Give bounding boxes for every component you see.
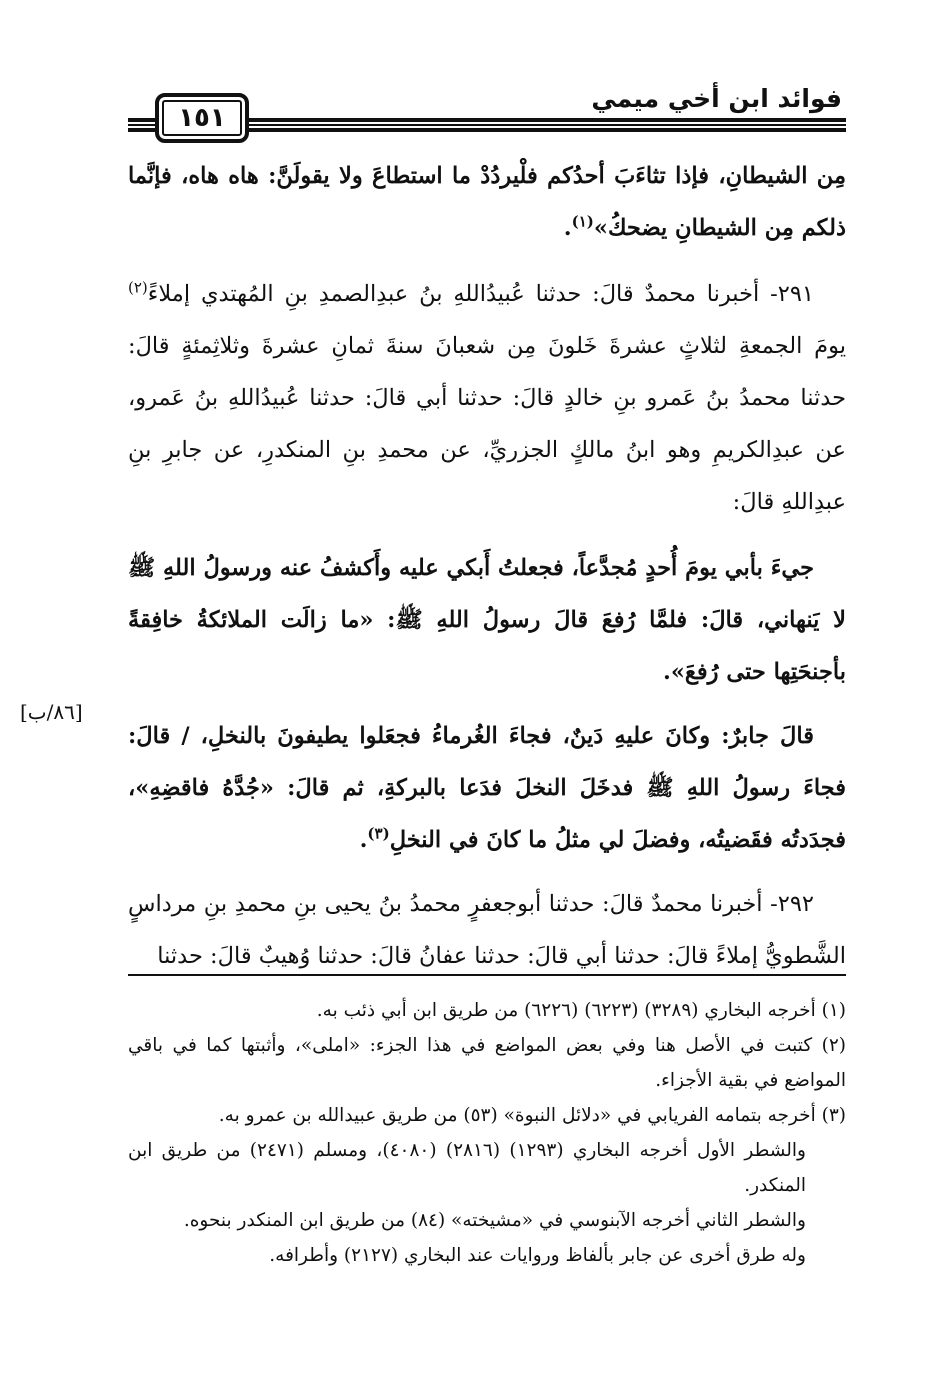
p2-start: ٢٩١- أخبرنا محمدٌ قالَ: حدثنا عُبيدُاللهِ بنُ عبدِالصمدِ بنِ المُهتدي إملاءً xyxy=(147,281,814,307)
p4-end: . xyxy=(359,827,368,853)
footnotes xyxy=(128,993,846,1273)
page-number xyxy=(155,93,249,143)
footnote-ref-2[interactable]: (٢) xyxy=(128,278,148,297)
footnote-3-part-3: وله طرق أخرى عن جابر بألفاظ وروايات عند البخاري (٢١٢٧) وأطرافه. xyxy=(269,1245,806,1266)
page-number-text: ١٥١ xyxy=(178,103,226,133)
footnote-ref-3[interactable]: (٣) xyxy=(367,824,390,843)
paragraph-gap xyxy=(128,698,846,710)
p1-line1: مِن الشيطانِ، فإذا تثاءَبَ أحدُكم فلْيردُدْ ما استطاعَ ولا يقولَنَّ: هاه هاه، فإنَّما xyxy=(128,163,846,189)
footnote-2: (٢) كتبت في الأصل هنا وفي بعض المواضع في هذا الجزء: «املى»، وأثبتها كما في باقي المواضع في بقية الأجزاء. xyxy=(128,1035,846,1091)
footnote-separator xyxy=(128,974,846,976)
hadith-291-isnad xyxy=(128,268,846,528)
p1-line2: ذلكم مِن الشيطانِ يضحكُ» xyxy=(593,215,846,241)
hadith-291-jabir xyxy=(128,710,846,866)
running-header-title: فوائد ابن أخي ميمي xyxy=(591,84,842,113)
hadith-292-isnad: ٢٩٢- أخبرنا محمدٌ قالَ: حدثنا أبوجعفرٍ محمدُ بنُ يحيى بنِ محمدِ بنِ مرداسٍ الشَّطويُّ إملاءً قالَ: حدثنا أبي قالَ: حدثنا عفانُ قالَ: حدثنا وُهيبٌ قالَ: حدثنا xyxy=(128,891,846,969)
footnote-3-part-1: والشطر الأول أخرجه البخاري (١٢٩٣) (٢٨١٦) (٤٠٨٠)، ومسلم (٢٤٧١) من طريق ابن المنكدر. xyxy=(128,1140,806,1196)
paragraph-gap xyxy=(128,528,846,542)
paragraph-continuation xyxy=(128,150,846,254)
p1-end: . xyxy=(563,215,572,241)
paragraph-gap xyxy=(128,866,846,878)
paragraph-gap xyxy=(128,254,846,268)
footnote-ref-1[interactable]: (١) xyxy=(571,212,594,231)
footnote-3: (٣) أخرجه بتمامه الفريابي في «دلائل النبوة» (٥٣) من طريق عبيدالله بن عمرو به. xyxy=(218,1105,846,1126)
p4-start: قالَ جابرٌ: وكانَ عليهِ دَينٌ، فجاءَ الغُرماءُ فجعَلوا يطيفونَ بالنخلِ، / قالَ: فجاءَ رسولُ اللهِ ﷺ فدخَلَ النخلَ فدَعا بالبركةِ، ثم قالَ: «جُدَّهُ فاقضِهِ»، فجدَدتُه فقَضيتُه، وفضلَ لي مثلُ ما كانَ في النخلِ xyxy=(128,723,846,853)
p2-rest: يومَ الجمعةِ لثلاثٍ عشرةَ خَلونَ مِن شعبانَ سنةَ ثمانِ عشرةَ وثلاثِمئةٍ قالَ: حدثنا محمدُ بنُ عَمرو بنِ خالدٍ قالَ: حدثنا أبي قالَ: حدثنا عُبيدُاللهِ بنُ عَمرو، عن عبدِالكريمِ وهو ابنُ مالكٍ الجزريِّ، عن محمدِ بنِ المنكدرِ، عن جابرِ بنِ عبدِاللهِ قالَ: xyxy=(128,333,846,515)
footnote-1: (١) أخرجه البخاري (٣٢٨٩) (٦٢٢٣) (٦٢٢٦) من طريق ابن أبي ذئب به. xyxy=(316,1000,846,1021)
footnote-3-part-2: والشطر الثاني أخرجه الآبنوسي في «مشيخته» (٨٤) من طريق ابن المنكدر بنحوه. xyxy=(183,1210,806,1231)
manuscript-folio-note: [٨٦/ب] xyxy=(20,700,83,724)
hadith-291-matn: جيءَ بأبي يومَ أُحدٍ مُجدَّعاً، فجعلتُ أَبكي عليه وأَكشفُ عنه ورسولُ اللهِ ﷺ لا يَنهاني، قالَ: فلمَّا رُفعَ قالَ رسولُ اللهِ ﷺ: «ما زالَت الملائكةُ خافِقةً بأجنحَتِها حتى رُفعَ». xyxy=(127,555,846,685)
main-text xyxy=(128,150,846,982)
